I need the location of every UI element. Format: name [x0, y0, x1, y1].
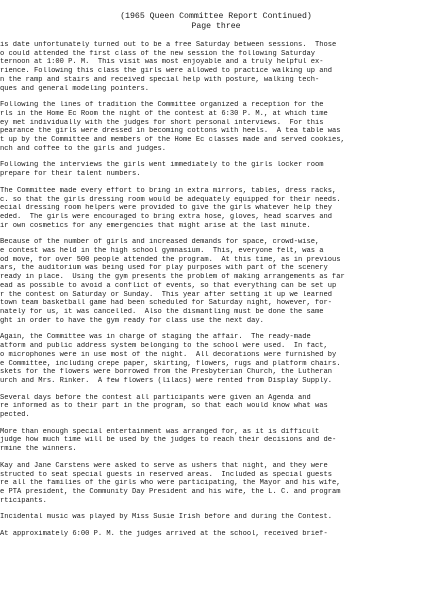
- paragraph: [0, 41, 432, 93]
- text-line: c. so that the girls dressing room would be adequately equipped for their needs.: [0, 195, 341, 204]
- text-line: re all the families of the girls who were participating, the Mayor and his wife,: [0, 479, 341, 488]
- paragraph: [0, 333, 432, 385]
- report-body: [0, 41, 432, 539]
- text-line: ars, the auditorium was being used for play purposes with part of the scenery: [0, 264, 328, 273]
- page-header: [0, 12, 432, 32]
- text-line: Because of the number of girls and increased demands for space, crowd-wise,: [0, 238, 320, 247]
- text-line: Following the interviews the girls went immediately to the girls locker room: [0, 161, 324, 170]
- text-line: At approximately 6:00 P. M. the judges arrived at the school, received brief-: [0, 530, 328, 539]
- text-line: rticipants.: [0, 496, 47, 505]
- text-line: Kay and Jane Carstens were asked to serve as ushers that night, and they were: [0, 461, 328, 470]
- text-line: ey met individually with the judges for short personal interviews. For this: [0, 118, 324, 127]
- paragraph: [0, 530, 432, 539]
- text-line: re informed as to their part in the program, so that each would know what was: [0, 402, 328, 411]
- text-line: pected.: [0, 411, 30, 420]
- paragraph: [0, 394, 432, 420]
- text-line: o microphones were in use most of the night. All decorations were furnished by: [0, 350, 337, 359]
- text-line: ght in order to have the gym ready for class use the next day.: [0, 316, 264, 325]
- text-line: ir own cosmetics for any emergencies that might arise at the last minute.: [0, 221, 311, 230]
- text-line: rls in the Home Ec Room the night of the contest at 6:30 P. M., at which time: [0, 109, 328, 118]
- text-line: judge how much time will be used by the judges to reach their decisions and de-: [0, 436, 337, 445]
- text-line: skets for the flowers were borrowed from the Presbyterian Church, the Lutheran: [0, 368, 333, 377]
- text-line: od move, for over 500 people attended the program. At this time, as in previous: [0, 255, 341, 264]
- text-line: ecial dressing room helpers were provided to give the girls whatever help they: [0, 204, 333, 213]
- text-line: Again, the Committee was in charge of staging the affair. The ready-made: [0, 333, 311, 342]
- page-number: Page three: [191, 22, 241, 31]
- text-line: nch and coffee to the girls and judges.: [0, 144, 167, 153]
- text-line: n the ramp and stairs and received special help with posture, walking tech-: [0, 75, 320, 84]
- text-line: pearance the girls were dressed in becoming cottons with heels. A tea table was: [0, 127, 341, 136]
- paragraph: [0, 513, 432, 522]
- text-line: rmine the winners.: [0, 445, 77, 454]
- text-line: ead as possible to avoid a conflict of events, so that everything can be set up: [0, 281, 337, 290]
- text-line: Incidental music was played by Miss Susie Irish before and during the Contest.: [0, 513, 333, 522]
- paragraph: [0, 462, 432, 506]
- text-line: prepare for their talent numbers.: [0, 170, 141, 179]
- text-line: Following the lines of tradition the Committee organized a reception for the: [0, 101, 324, 110]
- text-line: is date unfortunately turned out to be a free Saturday between sessions. Those: [0, 41, 337, 49]
- paragraph: [0, 161, 432, 178]
- text-line: town team basketball game had been scheduled for Saturday night, however, for-: [0, 299, 333, 308]
- text-line: nately for us, it was cancelled. Also the dismantling must be done the same: [0, 307, 324, 316]
- paragraph: [0, 101, 432, 153]
- text-line: e contest was held in the high school gymnasium. This, everyone felt, was a: [0, 247, 324, 256]
- paragraph: [0, 238, 432, 325]
- text-line: structed to seat special guests in reserved areas. Included as special guests: [0, 470, 333, 479]
- text-line: urch and Mrs. Rinker. A few flowers (lilacs) were rented from Display Supply.: [0, 376, 333, 385]
- text-line: e Committee, including crepe paper, skirting, flowers, rugs and platform chairs.: [0, 359, 341, 368]
- paragraph: [0, 428, 432, 454]
- text-line: r the contest on Saturday or Sunday. This year after setting it up we learned: [0, 290, 333, 299]
- text-line: atform and public address system belonging to the school were used. In fact,: [0, 342, 328, 351]
- text-line: t up by the Committee and members of the Home Ec classes made and served cookies,: [0, 136, 345, 145]
- text-line: Several days before the contest all participants were given an Agenda and: [0, 393, 311, 402]
- text-line: rience. Following this class the girls were allowed to practice walking up and: [0, 67, 333, 76]
- report-title: (1965 Queen Committee Report Continued): [120, 12, 312, 21]
- text-line: e PTA president, the Community Day President and his wife, the L. C. and program: [0, 487, 341, 496]
- text-line: ready in place. Using the gym presents the problem of making arrangements as far: [0, 273, 345, 282]
- text-line: o could attended the first class of the new session the following Saturday: [0, 49, 316, 58]
- text-line: More than enough special entertainment was arranged for, as it is difficult: [0, 427, 320, 436]
- text-line: The Committee made every effort to bring in extra mirrors, tables, dress racks,: [0, 186, 337, 195]
- text-line: ternoon at 1:00 P. M. This visit was most enjoyable and a truly helpful ex-: [0, 58, 324, 67]
- paragraph: [0, 187, 432, 231]
- text-line: ques and general modeling pointers.: [0, 84, 149, 93]
- text-line: eded. The girls were encouraged to bring extra hose, gloves, head scarves and: [0, 212, 333, 221]
